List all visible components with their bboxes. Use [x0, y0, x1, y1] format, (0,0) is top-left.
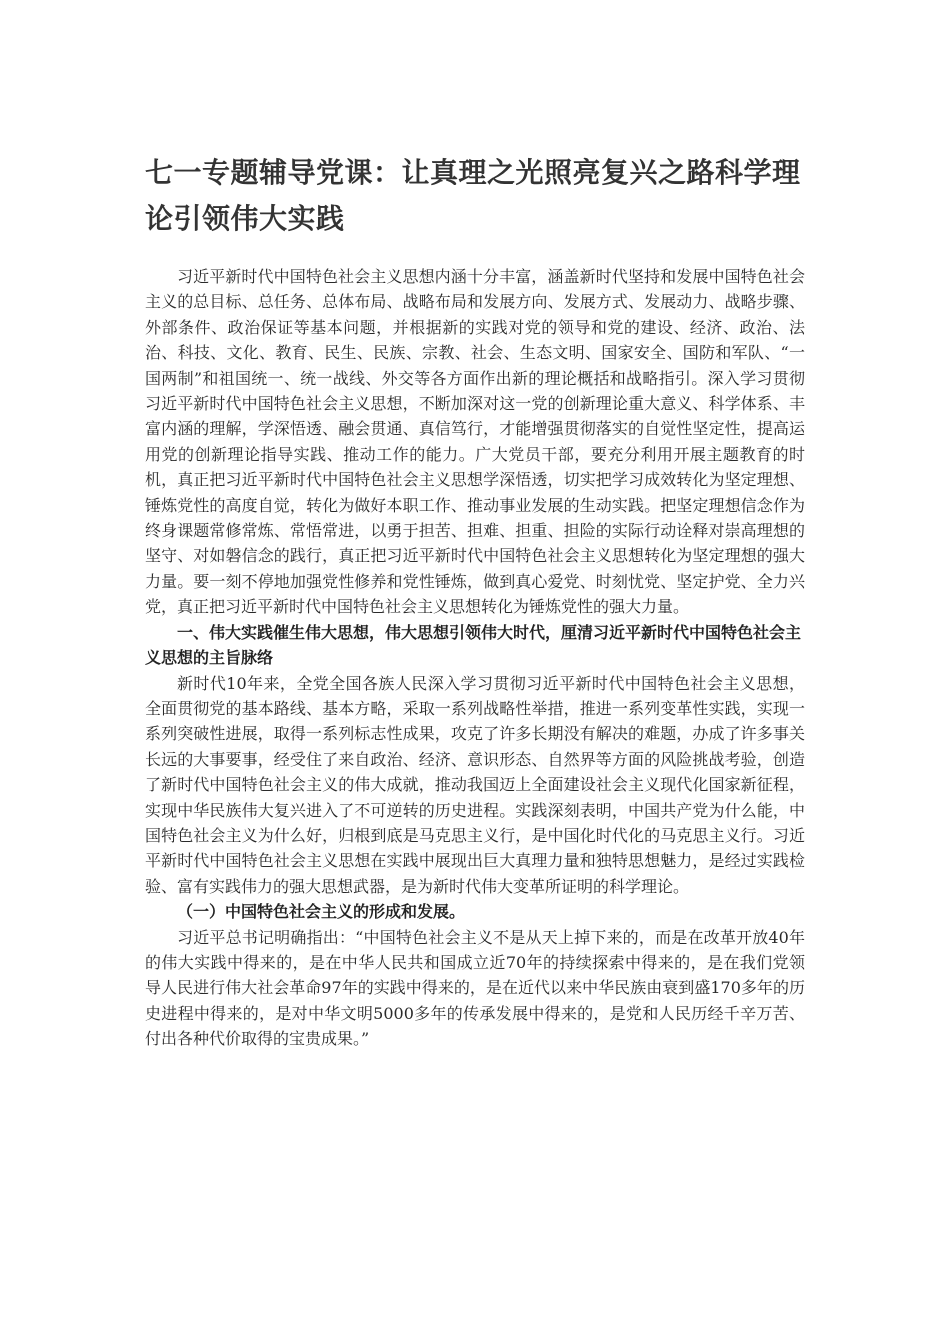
section-1-paragraph: 新时代10年来，全党全国各族人民深入学习贯彻习近平新时代中国特色社会主义思想，全面贯彻党的基本路线、基本方略，采取一系列战略性举措，推进一系列变革性实践，实现一系列突破性进展，取得一系列标志性成果，攻克了许多长期没有解决的难题，办成了许多事关长远的大事要事，经受住了来自政治、经济、意识形态、自然界等方面的风险挑战考验，创造了新时代中国特色社会主义的伟大成就，推动我国迈上全面建设社会主义现代化国家新征程，实现中华民族伟大复兴进入了不可逆转的历史进程。实践深刻表明，中国共产党为什么能，中国特色社会主义为什么好，归根到底是马克思主义行，是中国化时代化的马克思主义行。习近平新时代中国特色社会主义思想在实践中展现出巨大真理力量和独特思想魅力，是经过实践检验、富有实践伟力的强大思想武器，是为新时代伟大变革所证明的科学理论。 — [145, 673, 805, 896]
intro-paragraph: 习近平新时代中国特色社会主义思想内涵十分丰富，涵盖新时代坚持和发展中国特色社会主义的总目标、总任务、总体布局、战略布局和发展方向、发展方式、发展动力、战略步骤、外部条件、政治保证等基本问题，并根据新的实践对党的领导和党的建设、经济、政治、法治、科技、文化、教育、民生、民族、宗教、社会、生态文明、国家安全、国防和军队、“一国两制”和祖国统一、统一战线、外交等各方面作出新的理论概括和战略指引。深入学习贯彻习近平新时代中国特色社会主义思想，不断加深对这一党的创新理论重大意义、科学体系、丰富内涵的理解，学深悟透、融会贯通、真信笃行，才能增强贯彻落实的自觉性坚定性，提高运用党的创新理论指导实践、推动工作的能力。广大党员干部，要充分利用开展主题教育的时机，真正把习近平新时代中国特色社会主义思想学深悟透，切实把学习成效转化为坚定理想、锤炼党性的高度自觉，转化为做好本职工作、推动事业发展的生动实践。把坚定理想信念作为终身课题常修常炼、常悟常进，以勇于担苦、担难、担重、担险的实际行动诠释对崇高理想的坚守、对如磐信念的践行，真正把习近平新时代中国特色社会主义思想转化为坚定理想的强大力量。要一刻不停地加强党性修养和党性锤炼，做到真心爱党、时刻忧党、坚定护党、全力兴党，真正把习近平新时代中国特色社会主义思想转化为锤炼党性的强大力量。 — [145, 267, 805, 617]
subsection-heading-1: （一）中国特色社会主义的形成和发展。 — [177, 902, 466, 922]
document-body — [145, 150, 805, 1052]
document-title: 七一专题辅导党课：让真理之光照亮复兴之路科学理论引领伟大实践 — [145, 156, 801, 235]
section-heading-1: 一、伟大实践催生伟大思想，伟大思想引领伟大时代，厘清习近平新时代中国特色社会主义思想的主旨脉络 — [145, 622, 802, 668]
subsection-1-paragraph: 习近平总书记明确指出：“中国特色社会主义不是从天上掉下来的，而是在改革开放40年的伟大实践中得来的，是在中华人民共和国成立近70年的持续探索中得来的，是在我们党领导人民进行伟大社会革命97年的实践中得来的，是在近代以来中华民族由衰到盛170多年的历史进程中得来的，是对中华文明5000多年的传承发展中得来的，是党和人民历经千辛万苦、付出各种代价取得的宝贵成果。” — [145, 927, 805, 1049]
